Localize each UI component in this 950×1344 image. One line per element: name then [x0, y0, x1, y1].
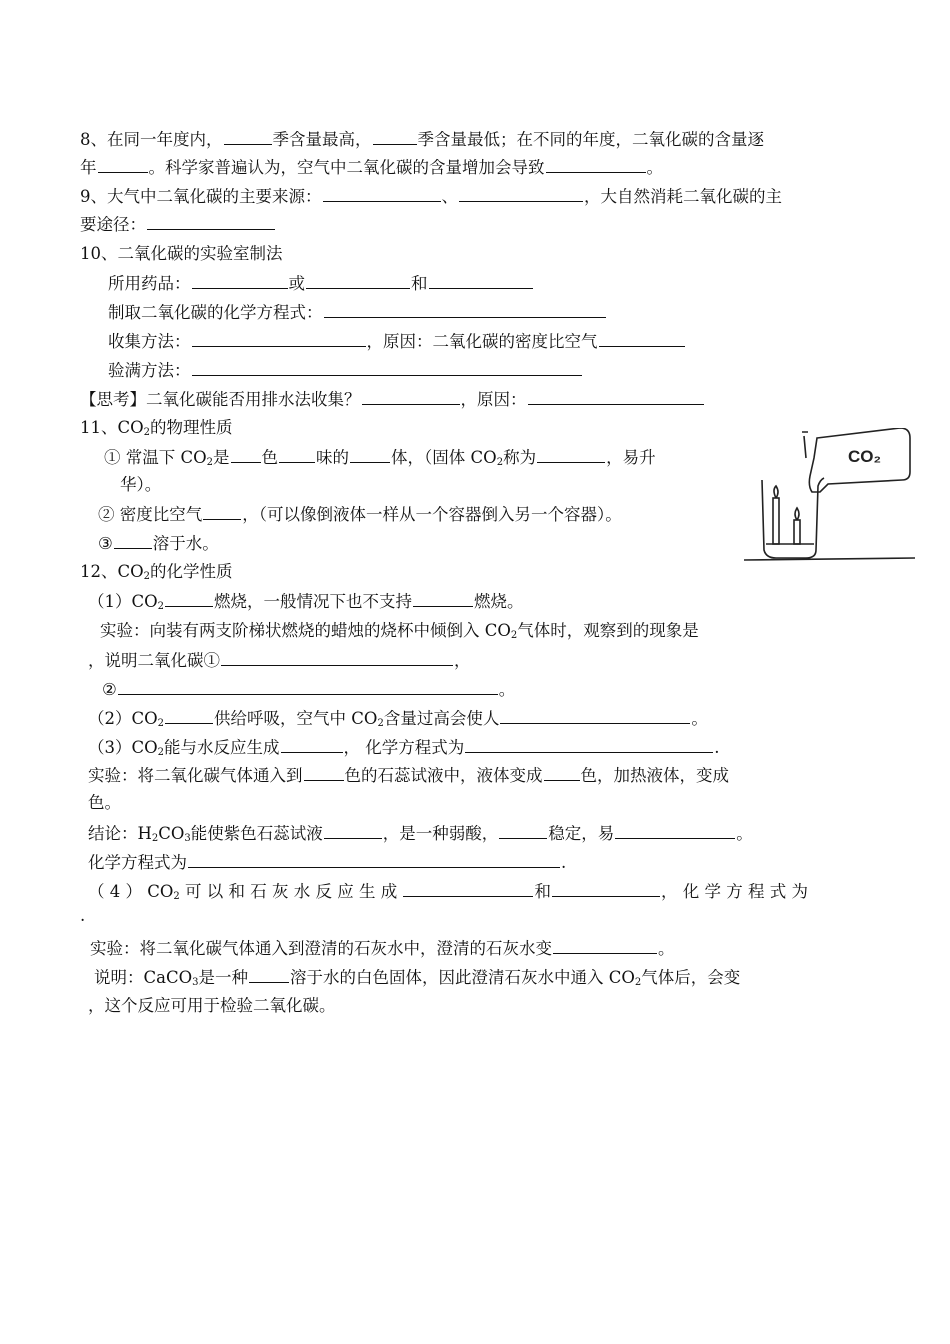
answer-blank[interactable]	[324, 301, 606, 318]
answer-blank[interactable]	[459, 185, 583, 202]
q12-text: 燃烧，一般情况下也不支持	[214, 592, 413, 611]
answer-blank[interactable]	[537, 446, 605, 463]
q8-line2	[80, 156, 663, 179]
answer-blank[interactable]	[373, 128, 417, 145]
subscript: 2	[173, 891, 180, 902]
q12-text: 。	[691, 709, 708, 728]
think-text: 【思考】二氧化碳能否用排水法收集？	[80, 390, 361, 409]
q8-text: 年	[80, 158, 97, 177]
answer-blank[interactable]	[615, 822, 735, 839]
q12-text: （3）CO	[88, 738, 158, 757]
q8-text: 。	[646, 158, 663, 177]
q12-conclusion	[88, 822, 753, 845]
q12-text: ，是一种弱酸，	[382, 824, 499, 843]
subscript: 2	[634, 977, 642, 988]
answer-blank[interactable]	[403, 880, 533, 897]
q12-note	[94, 966, 740, 989]
answer-blank[interactable]	[147, 213, 275, 230]
q11-text: 溶于水。	[152, 534, 219, 553]
q8-text: 季含量最低；在不同的年度，二氧化碳的含量逐	[417, 130, 764, 149]
q12-text: ，	[454, 651, 471, 670]
q11-text: 称为	[503, 448, 537, 467]
q11-text: ③	[98, 534, 113, 553]
q12-text: 和	[534, 882, 551, 901]
answer-blank[interactable]	[465, 736, 713, 753]
q10-text: 制取二氧化碳的化学方程式：	[108, 303, 323, 322]
answer-blank[interactable]	[429, 272, 533, 289]
q12-text: （1）CO	[88, 592, 158, 611]
answer-blank[interactable]	[323, 185, 441, 202]
q12-text: 供给呼吸，空气中 CO	[214, 709, 378, 728]
think-text: ，原因：	[460, 390, 527, 409]
answer-blank[interactable]	[98, 156, 148, 173]
q12-text: 。	[498, 680, 516, 699]
q10-text: 或	[288, 274, 305, 293]
q12-text: CO	[158, 824, 185, 843]
q12-text: 可 以 和 石 灰 水 反 应 生 成	[179, 882, 403, 901]
q11-text: 是	[213, 448, 230, 467]
answer-blank[interactable]	[544, 764, 580, 781]
q12-p4-b	[80, 905, 85, 927]
q10-text: 和	[411, 274, 428, 293]
q11-title	[80, 417, 233, 439]
answer-blank[interactable]	[221, 649, 453, 666]
answer-blank[interactable]	[192, 272, 288, 289]
subscript: 2	[157, 718, 165, 729]
answer-blank[interactable]	[553, 937, 657, 954]
q12-exp1	[100, 620, 699, 642]
answer-blank[interactable]	[362, 388, 460, 405]
q12-text: （2）CO	[88, 709, 158, 728]
q10-equation	[108, 301, 607, 324]
q12-text: 稳定，易	[548, 824, 615, 843]
q11-text: ② 密度比空气	[98, 505, 203, 524]
q12-text: 实验：向装有两支阶梯状燃烧的蜡烛的烧杯中倾倒入 CO	[100, 621, 511, 640]
q12-text: 。	[736, 824, 753, 843]
q12-text: ，这个反应可用于检验二氧化碳。	[88, 996, 336, 1015]
subscript: 2	[151, 833, 159, 844]
answer-blank[interactable]	[224, 128, 272, 145]
q8-text: 8、在同一年度内，	[80, 130, 223, 149]
q10-drugs	[108, 272, 534, 295]
q12-text: 能与水反应生成	[164, 738, 280, 757]
q12-text: 说明：CaCO	[94, 968, 193, 987]
q8-text: 季含量最高，	[272, 130, 372, 149]
answer-blank[interactable]	[279, 446, 315, 463]
q12-text: 化学方程式为	[88, 853, 187, 872]
q12-equation	[88, 851, 566, 874]
q12-text: 含量过高会使人	[383, 709, 500, 728]
q10-full	[108, 359, 583, 382]
answer-blank[interactable]	[203, 503, 241, 520]
q10-title	[80, 243, 283, 265]
q12-exp4	[90, 937, 675, 960]
q10-text: 所用药品：	[108, 274, 191, 293]
q9-text: ，大自然消耗二氧化碳的主	[584, 187, 782, 206]
q11-item1	[104, 446, 656, 469]
q11-title-text: 11、CO	[80, 418, 144, 437]
subscript: 2	[496, 457, 504, 468]
table-line	[744, 558, 915, 560]
answer-blank[interactable]	[188, 851, 560, 868]
q11-item3	[98, 532, 219, 555]
co2-label: CO₂	[848, 447, 882, 466]
q12-text: 溶于水的白色固体，因此澄清石灰水中通入 CO	[290, 968, 635, 987]
subscript: 3	[192, 977, 199, 988]
q11-text: ，易升	[606, 448, 656, 467]
answer-blank[interactable]	[500, 707, 690, 724]
answer-blank[interactable]	[192, 330, 366, 347]
q9-text: 要途径：	[80, 215, 146, 234]
q12-text: 。	[658, 939, 675, 958]
answer-blank[interactable]	[499, 822, 547, 839]
q12-p3	[88, 736, 720, 759]
q12-title-text: 的化学性质	[150, 562, 233, 581]
q12-text: ，说明二氧化碳①	[88, 651, 220, 670]
q10-text: 验满方法：	[108, 361, 191, 380]
q12-text: .	[80, 906, 86, 925]
q11-text: 体，（固体 CO	[391, 448, 497, 467]
q10-title-text: 10、二氧化碳的实验室制法	[80, 244, 283, 263]
tall-candle	[773, 498, 779, 544]
q12-text: 是一种	[198, 968, 248, 987]
q12-text: ， 化学方程式为	[343, 738, 465, 757]
bottle-neck	[802, 432, 808, 458]
answer-blank[interactable]	[413, 590, 473, 607]
q12-text: 气体后，会变	[641, 968, 741, 987]
answer-blank[interactable]	[165, 707, 213, 724]
q12-exp1-c	[102, 678, 515, 701]
answer-blank[interactable]	[546, 156, 646, 173]
q11-text: 华）。	[120, 475, 162, 494]
q12-text: ， 化 学 方 程 式 为	[660, 882, 808, 901]
q12-title-text: 12、CO	[80, 562, 144, 581]
q12-text: ②	[102, 680, 117, 699]
subscript: 2	[143, 571, 151, 582]
flame-icon	[774, 486, 778, 498]
subscript: 2	[510, 630, 518, 641]
q12-p2	[88, 707, 708, 730]
answer-blank[interactable]	[552, 880, 660, 897]
answer-blank[interactable]	[306, 272, 410, 289]
q12-text: .	[714, 738, 720, 757]
q12-p4	[88, 880, 808, 903]
q11-item1-cont	[120, 474, 161, 496]
q9-line1	[80, 185, 782, 208]
answer-blank[interactable]	[304, 764, 344, 781]
q12-text: 能使紫色石蕊试液	[190, 824, 323, 843]
q11-text: 色	[261, 448, 279, 467]
q12-note-b	[88, 995, 336, 1017]
q12-text: 色，加热液体，变成	[580, 766, 729, 785]
q12-title	[80, 561, 233, 583]
q12-text: .	[561, 853, 567, 872]
q12-text: 气体时，观察到的现象是	[517, 621, 699, 640]
q11-item2	[98, 503, 622, 526]
q11-text: 味的	[316, 448, 350, 467]
answer-blank[interactable]	[192, 359, 582, 376]
subscript: 2	[377, 718, 384, 729]
answer-blank[interactable]	[281, 736, 343, 753]
q11-title-text: 的物理性质	[150, 418, 233, 437]
answer-blank[interactable]	[118, 678, 498, 695]
q10-text: ，原因：二氧化碳的密度比空气	[366, 332, 598, 351]
q8-line1	[80, 128, 764, 151]
q8-text: 。科学家普遍认为，空气中二氧化碳的含量增加会导致	[148, 158, 545, 177]
answer-blank[interactable]	[350, 446, 390, 463]
q12-text: 色的石蕊试液中，液体变成	[344, 766, 543, 785]
think-line	[80, 388, 705, 411]
q12-text: 燃烧。	[474, 592, 524, 611]
q11-text: ，（可以像倒液体一样从一个容器倒入另一个容器）。	[242, 505, 622, 524]
q12-text: 实验：将二氧化碳气体通入到澄清的石灰水中，澄清的石灰水变	[90, 939, 552, 958]
answer-blank[interactable]	[324, 822, 382, 839]
co2-pouring-figure	[742, 428, 917, 568]
q12-exp3-b	[88, 792, 121, 814]
flame-icon	[795, 508, 799, 520]
answer-blank[interactable]	[599, 330, 685, 347]
q9-text: 、	[441, 187, 458, 206]
q12-exp3	[88, 764, 729, 787]
q12-text: 实验：将二氧化碳气体通入到	[88, 766, 303, 785]
answer-blank[interactable]	[528, 388, 704, 405]
answer-blank[interactable]	[231, 446, 261, 463]
q12-p1	[88, 590, 524, 613]
q12-text: 结论：H	[88, 824, 152, 843]
q12-text: （ 4 ） CO	[88, 882, 174, 901]
q9-line2	[80, 213, 276, 236]
q12-text: 色。	[88, 793, 121, 812]
subscript: 2	[157, 747, 165, 758]
subscript: 2	[157, 601, 165, 612]
q10-text: 收集方法：	[108, 332, 191, 351]
subscript: 3	[184, 833, 191, 844]
beaker-shape	[762, 478, 824, 558]
q10-collect	[108, 330, 686, 353]
q11-text: ① 常温下 CO	[104, 448, 207, 467]
answer-blank[interactable]	[114, 532, 152, 549]
subscript: 2	[143, 427, 151, 438]
answer-blank[interactable]	[249, 966, 289, 983]
answer-blank[interactable]	[165, 590, 213, 607]
subscript: 2	[206, 457, 214, 468]
short-candle	[794, 520, 800, 544]
q9-text: 9、大气中二氧化碳的主要来源：	[80, 187, 322, 206]
q12-exp1-b	[88, 649, 471, 672]
